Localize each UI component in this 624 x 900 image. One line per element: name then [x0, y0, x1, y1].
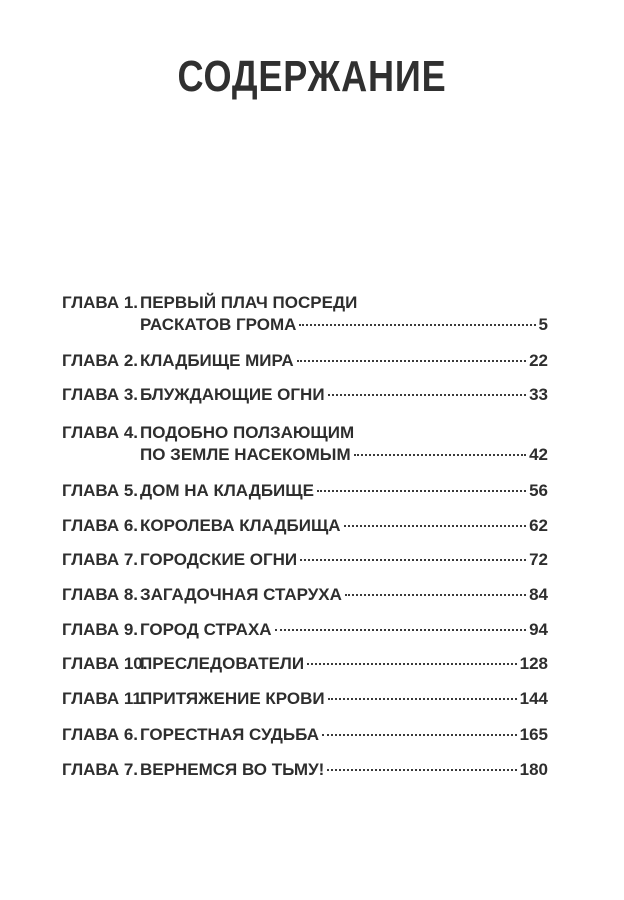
toc-entry-row	[62, 759, 548, 781]
dot-leader	[300, 559, 526, 561]
page-number: 33	[529, 385, 548, 404]
toc-entry	[62, 619, 548, 641]
chapter-number: ГЛАВА 9.	[62, 620, 139, 639]
page-number: 62	[529, 516, 548, 535]
toc-entry	[62, 688, 548, 710]
dot-leader	[322, 734, 517, 736]
dot-leader	[299, 324, 535, 326]
toc-entry-row	[62, 688, 548, 710]
toc-entry-row	[62, 350, 548, 372]
chapter-title: ДОМ НА КЛАДБИЩЕ	[140, 481, 314, 500]
page-number: 94	[529, 620, 548, 639]
toc-entry	[62, 515, 548, 537]
toc-entry-row	[62, 292, 548, 314]
page-number: 42	[529, 445, 548, 464]
dot-leader	[344, 525, 527, 527]
toc-entry	[62, 480, 548, 502]
page-number: 165	[519, 725, 548, 744]
chapter-title: ПОДОБНО ПОЛЗАЮЩИМ	[140, 423, 355, 442]
toc-entry-row	[62, 619, 548, 641]
chapter-title: ВЕРНЕМСЯ ВО ТЬМУ!	[140, 760, 325, 779]
chapter-title: РАСКАТОВ ГРОМА	[140, 315, 297, 334]
page-number: 128	[519, 654, 548, 673]
chapter-number: ГЛАВА 4.	[62, 423, 139, 442]
page-number: 72	[529, 550, 548, 569]
chapter-number: ГЛАВА 1.	[62, 293, 139, 312]
toc-entry	[62, 422, 548, 466]
toc-entry-row	[62, 384, 548, 406]
toc-entry-continuation-row	[62, 444, 548, 466]
toc-entry	[62, 292, 548, 336]
chapter-title: ПЕРВЫЙ ПЛАЧ ПОСРЕДИ	[140, 293, 358, 312]
chapter-number: ГЛАВА 6.	[62, 725, 139, 744]
toc-entry	[62, 584, 548, 606]
chapter-title: ГОРОДСКИЕ ОГНИ	[140, 550, 298, 569]
page-number: 22	[529, 351, 548, 370]
chapter-title: ПО ЗЕМЛЕ НАСЕКОМЫМ	[140, 445, 351, 464]
toc-entry-row	[62, 515, 548, 537]
chapter-title: ГОРЕСТНАЯ СУДЬБА	[140, 725, 319, 744]
dot-leader	[345, 594, 526, 596]
dot-leader	[354, 454, 526, 456]
toc-entry	[62, 549, 548, 571]
page-number: 5	[538, 315, 548, 334]
dot-leader	[328, 394, 527, 396]
chapter-title: ПРЕСЛЕДОВАТЕЛИ	[140, 654, 305, 673]
toc-entry-row	[62, 549, 548, 571]
chapter-title: КОРОЛЕВА КЛАДБИЩА	[140, 516, 341, 535]
toc-entry	[62, 724, 548, 746]
chapter-number: ГЛАВА 5.	[62, 481, 139, 500]
toc-entry-row	[62, 480, 548, 502]
dot-leader	[307, 663, 517, 665]
toc-entry-continuation-row	[62, 314, 548, 336]
chapter-number: ГЛАВА 6.	[62, 516, 139, 535]
chapter-title: ПРИТЯЖЕНИЕ КРОВИ	[140, 689, 325, 708]
chapter-number: ГЛАВА 3.	[62, 385, 139, 404]
toc-entry	[62, 759, 548, 781]
dot-leader	[327, 769, 516, 771]
toc-entry	[62, 384, 548, 406]
chapter-title: КЛАДБИЩЕ МИРА	[140, 351, 294, 370]
chapter-number: ГЛАВА 2.	[62, 351, 139, 370]
dot-leader	[328, 698, 517, 700]
toc-entry-row	[62, 653, 548, 675]
page-number: 84	[529, 585, 548, 604]
chapter-number: ГЛАВА 8.	[62, 585, 139, 604]
chapter-number: ГЛАВА 7.	[62, 760, 139, 779]
chapter-title: ЗАГАДОЧНАЯ СТАРУХА	[140, 585, 342, 604]
toc-entry-row	[62, 724, 548, 746]
chapter-title: ГОРОД СТРАХА	[140, 620, 272, 639]
toc-entry-row	[62, 422, 548, 444]
chapter-number: ГЛАВА 7.	[62, 550, 139, 569]
dot-leader	[297, 360, 526, 362]
page-number: 56	[529, 481, 548, 500]
dot-leader	[317, 490, 526, 492]
chapter-number: ГЛАВА 10.	[62, 654, 148, 673]
chapter-number: ГЛАВА 11.	[62, 689, 147, 708]
chapter-title: БЛУЖДАЮЩИЕ ОГНИ	[140, 385, 325, 404]
page-number: 180	[519, 760, 548, 779]
toc-entry	[62, 653, 548, 675]
page-title: СОДЕРЖАНИЕ	[177, 52, 447, 101]
toc-entry-row	[62, 584, 548, 606]
dot-leader	[275, 629, 527, 631]
toc-entry	[62, 350, 548, 372]
page-number: 144	[519, 689, 548, 708]
